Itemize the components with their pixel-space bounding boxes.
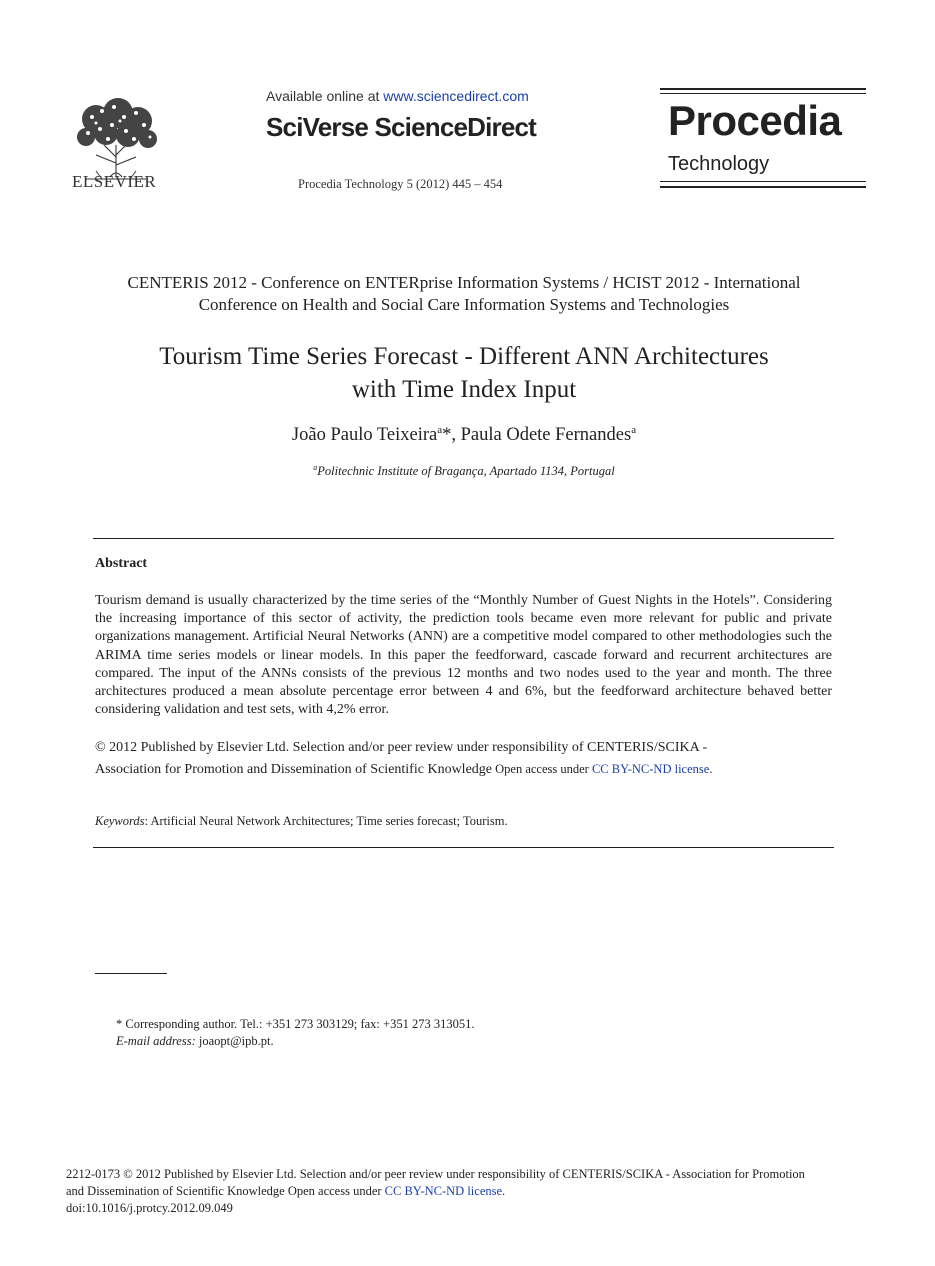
footer-issn: [66, 1166, 866, 1217]
sciencedirect-link[interactable]: www.sciencedirect.com: [383, 88, 529, 104]
license-period: .: [709, 761, 713, 776]
available-online-text: [266, 88, 529, 104]
footer-line-1: 2212-0173 © 2012 Published by Elsevier Ltd. Selection and/or peer review under responsibility of CENTERIS/SCIKA - Association for Promotion: [66, 1167, 805, 1181]
abstract-bottom-rule: [93, 847, 834, 848]
footer-license-link[interactable]: CC BY-NC-ND license: [384, 1184, 503, 1198]
author-2: Paula Odete Fernandes: [460, 425, 632, 446]
title-line-1: Tourism Time Series Forecast - Different ANN Architectures: [159, 343, 769, 370]
copyright-line-2: [95, 759, 832, 781]
keywords: [95, 814, 508, 829]
footer-open-access: Open access under: [284, 1184, 385, 1198]
authors: [60, 424, 868, 446]
conference-line-2: Conference on Health and Social Care Information Systems and Technologies: [198, 295, 730, 314]
title-line-2: with Time Index Input: [351, 376, 577, 403]
affiliation-mark: a: [313, 463, 318, 472]
procedia-top-rule-thin: [660, 93, 866, 94]
footer-line-2-text: and Dissemination of Scientific Knowledge: [66, 1184, 285, 1198]
email-line: [116, 1033, 474, 1050]
affiliation-text: Politechnic Institute of Bragança, Apartado 1134, Portugal: [317, 464, 615, 479]
author-separator: ,: [451, 425, 461, 446]
paper-title: [60, 340, 868, 406]
corresponding-author: * Corresponding author. Tel.: +351 273 303129; fax: +351 273 313051.: [116, 1017, 475, 1031]
procedia-bottom-rule: [660, 186, 866, 188]
procedia-logo-name: Procedia: [668, 97, 842, 144]
journal-reference: Procedia Technology 5 (2012) 445 – 454: [298, 177, 503, 191]
abstract-top-rule: [93, 538, 834, 539]
conference-line-1: CENTERIS 2012 - Conference on ENTERprise Information Systems / HCIST 2012 - International: [127, 273, 801, 292]
email-address[interactable]: joaopt@ipb.pt.: [195, 1033, 274, 1048]
sciverse-sciencedirect-logo: SciVerse ScienceDirect: [266, 112, 537, 142]
procedia-bottom-rule-thin: [660, 181, 866, 182]
email-label: E-mail address:: [116, 1033, 196, 1048]
keywords-label: Keywords: [95, 814, 145, 828]
copyright-line-1: © 2012 Published by Elsevier Ltd. Selection and/or peer review under responsibility of CENTERIS/SCIKA -: [95, 740, 708, 755]
copyright-notice: [95, 737, 832, 780]
affiliation: [60, 463, 868, 479]
keywords-text: : Artificial Neural Network Architectures; Time series forecast; Tourism.: [144, 814, 508, 828]
conference-name: [60, 272, 868, 316]
abstract-heading: Abstract: [95, 556, 148, 571]
author-1-affiliation-mark: a: [437, 424, 443, 436]
author-2-affiliation-mark: a: [631, 424, 637, 436]
footnote-rule: [95, 973, 167, 974]
procedia-top-rule: [660, 88, 866, 90]
footnote: [116, 1016, 474, 1049]
footer-line-2: [66, 1183, 866, 1200]
copyright-line-2-text: Association for Promotion and Dissemination of Scientific Knowledge: [95, 761, 492, 777]
footer-doi: doi:10.1016/j.protcy.2012.09.049: [66, 1201, 233, 1215]
corresponding-mark: *: [442, 425, 452, 446]
open-access-text: Open access under: [492, 761, 592, 776]
procedia-logo-subtitle: Technology: [668, 153, 770, 175]
footer-period: .: [502, 1184, 506, 1198]
elsevier-wordmark: ELSEVIER: [72, 172, 157, 191]
author-1: João Paulo Teixeira: [291, 425, 438, 446]
license-link[interactable]: CC BY-NC-ND license: [591, 761, 710, 776]
available-prefix: Available online at: [266, 88, 384, 104]
abstract-body: Tourism demand is usually characterized by the time series of the “Monthly Number of Guest Nights in the Hotels”. Considering the increasing importance of this sector of activity, the prediction tools became even more relevant for public and private organizations management. Artificial Neural Networks (ANN) are a competitive model compared to other methodologies such the ARIMA time series models or linear models. In this paper the feedforward, cascade forward and recurrent architectures are compared. The input of the ANNs consists of the previous 12 months and two nodes used to the year and month. The three architectures produced a mean absolute percentage error between 4 and 6%, but the feedforward architecture behaved better considering validation and test sets, with 4,2% error.: [95, 593, 832, 718]
